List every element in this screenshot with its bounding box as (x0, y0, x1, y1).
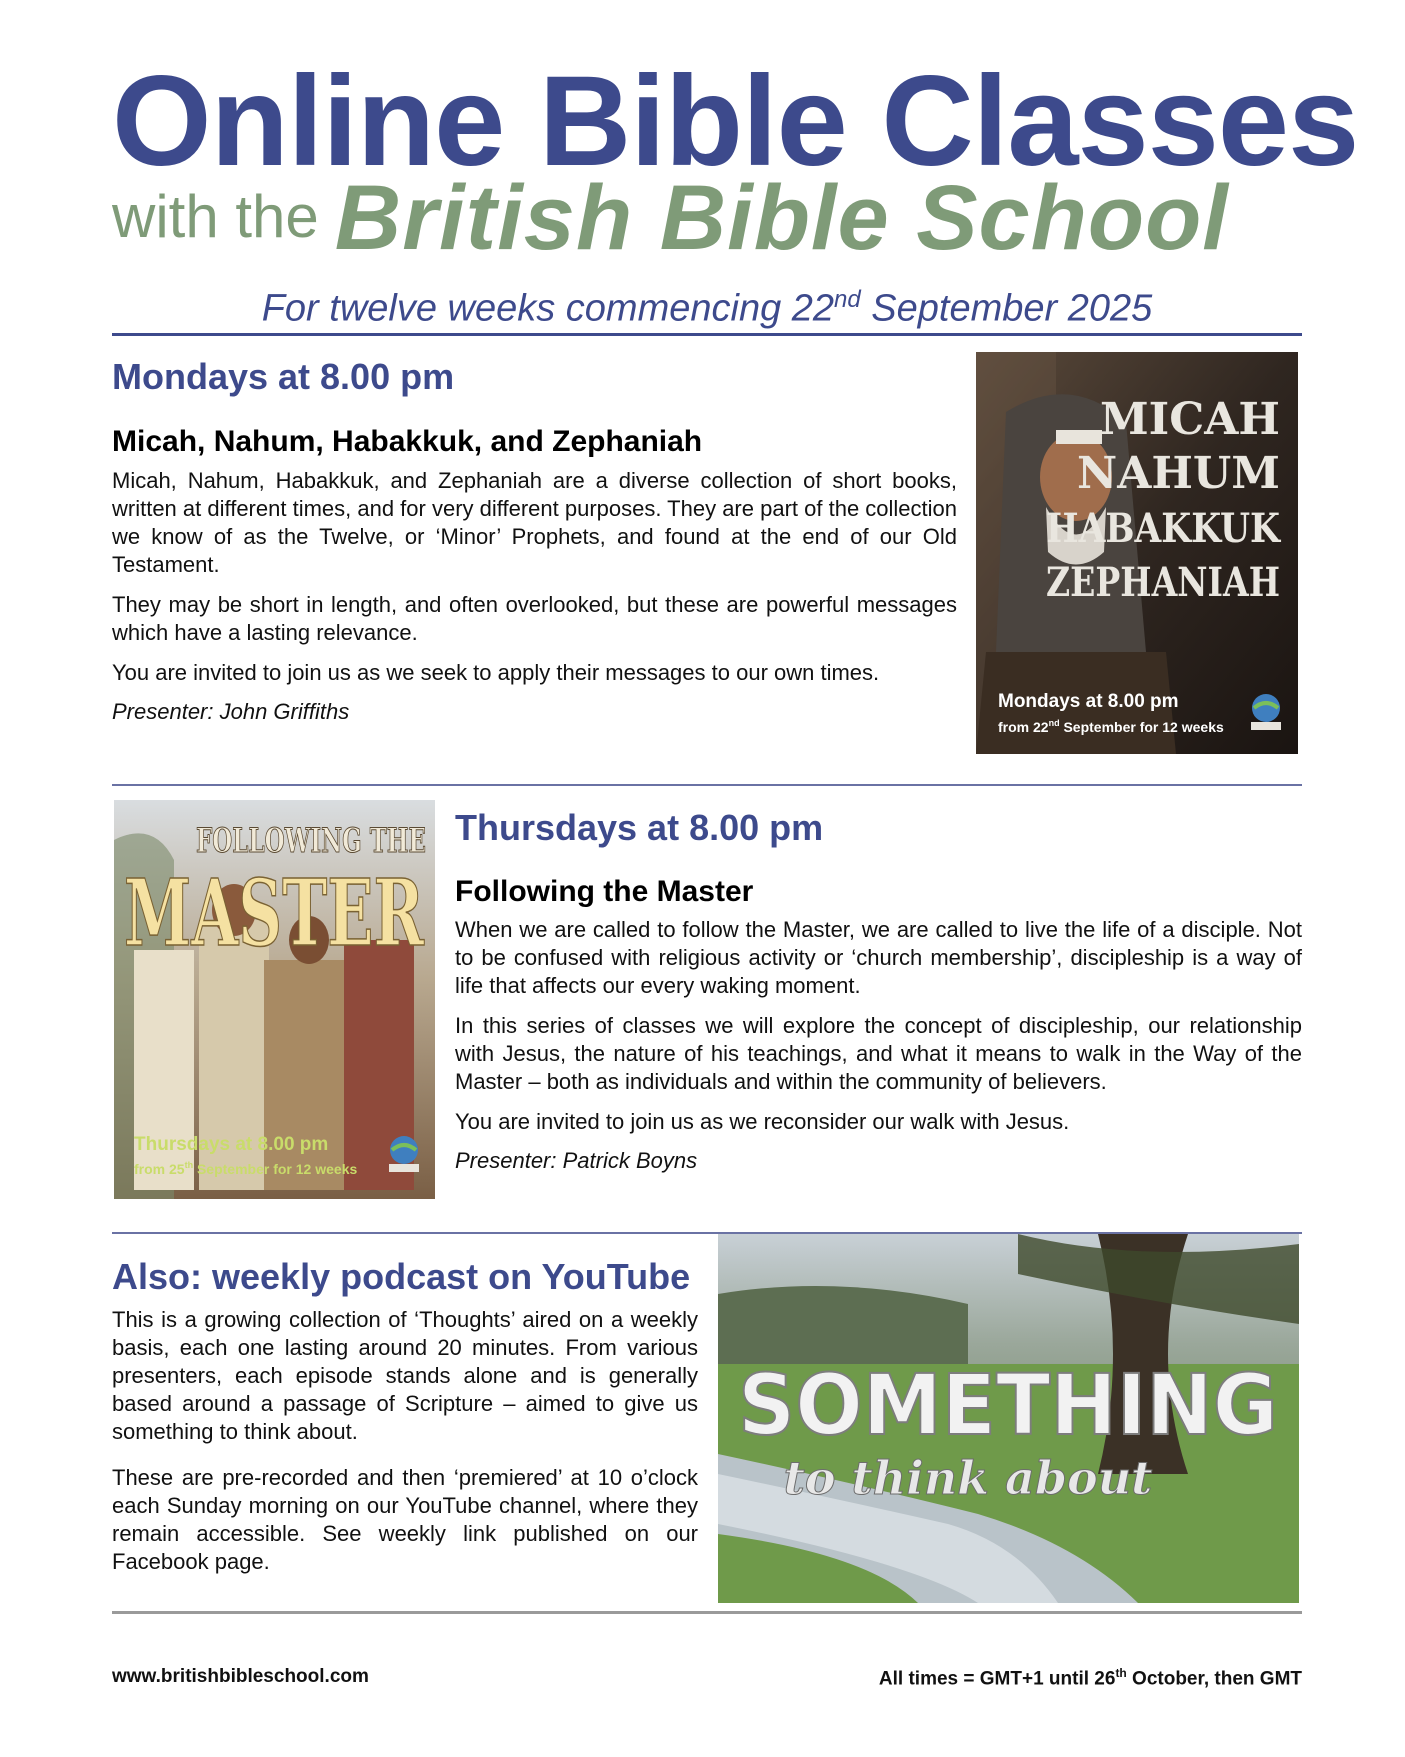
footer-divider (112, 1611, 1302, 1614)
date-line (112, 286, 1302, 331)
date-line-pre: For twelve weeks commencing 22 (261, 287, 835, 330)
thursday-paragraph: You are invited to join us as we reconsider our walk with Jesus. (455, 1109, 1070, 1134)
thursday-paragraph: When we are called to follow the Master, we are called to live the life of a disciple. Not to be confused with religious activity or ‘church membership’, discipleship is a way of life that affects our every waking moment. (455, 917, 1302, 998)
thursday-presenter: Presenter: Patrick Boyns (455, 1148, 698, 1173)
date-line-post: September 2025 (860, 287, 1153, 330)
poster-title-line: HABAKKUK (1046, 505, 1282, 552)
poster-caption: Mondays at 8.00 pm (998, 691, 1179, 712)
podcast-image (718, 1234, 1299, 1603)
poster-title-line: MICAH (1099, 394, 1280, 445)
page-subtitle-school (112, 167, 1312, 269)
podcast-image-subtitle: to think about (783, 1451, 1153, 1505)
with-the-text: with the (112, 183, 319, 250)
podcast-description (112, 1306, 698, 1588)
monday-description (112, 467, 957, 725)
monday-heading: Mondays at 8.00 pm (112, 356, 455, 397)
section-divider (112, 784, 1302, 786)
header-divider (112, 333, 1302, 336)
poster-caption-date: from 25th September for 12 weeks (134, 1160, 358, 1177)
poster-title-line: FOLLOWING THE (196, 821, 426, 861)
globe-bible-icon (1251, 694, 1281, 730)
monday-paragraph: They may be short in length, and often overlooked, but these are powerful messages which have a lasting relevance. (112, 592, 957, 645)
thursday-course-title: Following the Master (455, 875, 754, 908)
globe-bible-icon (389, 1136, 419, 1172)
podcast-image-title: SOMETHING (738, 1356, 1278, 1454)
podcast-heading: Also: weekly podcast on YouTube (112, 1256, 691, 1297)
podcast-paragraph: This is a growing collection of ‘Thoughts’ aired on a weekly basis, each one lasting around 20 minutes. From various presenters, each episode stands alone and is generally based around a passage of Scripture – aimed to give us something to think about. (112, 1307, 698, 1444)
timezone-note-sup: th (1115, 1666, 1127, 1680)
monday-paragraph: You are invited to join us as we seek to apply their messages to our own times. (112, 660, 880, 685)
podcast-paragraph: These are pre-recorded and then ‘premiered’ at 10 o’clock each Sunday morning on our YouTube channel, where they remain accessible. See weekly link published on our Facebook page. (112, 1465, 698, 1574)
timezone-note-post: October, then GMT (1126, 1668, 1302, 1690)
poster-title-line: NAHUM (1076, 448, 1280, 499)
poster-caption: Thursdays at 8.00 pm (134, 1134, 329, 1155)
timezone-note (879, 1666, 1302, 1690)
website-link[interactable]: www.britishbibleschool.com (112, 1666, 369, 1687)
monday-poster-image (976, 352, 1298, 754)
school-name: British Bible School (334, 167, 1229, 269)
monday-course-title: Micah, Nahum, Habakkuk, and Zephaniah (112, 425, 703, 458)
monday-paragraph: Micah, Nahum, Habakkuk, and Zephaniah are a diverse collection of short books, written at different times, and for very different purposes. They are part of the collection we know of as the Twelve, or ‘Minor’ Prophets, and found at the end of our Old Testament. (112, 468, 958, 577)
thursday-heading: Thursdays at 8.00 pm (455, 807, 824, 848)
date-line-sup: nd (834, 286, 861, 313)
thursday-poster-image (114, 800, 435, 1199)
poster-title-line: ZEPHANIAH (1046, 559, 1280, 606)
thursday-description (455, 916, 1302, 1174)
monday-presenter: Presenter: John Griffiths (112, 699, 350, 724)
poster-title-main: MASTER (124, 859, 425, 967)
timezone-note-pre: All times = GMT+1 until 26 (878, 1668, 1116, 1690)
page-title: Online Bible Classes (112, 50, 1359, 193)
poster-caption-date: from 22nd September for 12 weeks (998, 718, 1224, 735)
thursday-paragraph: In this series of classes we will explore the concept of discipleship, our relationship with Jesus, the nature of his teachings, and what it means to walk in the Way of the Master – both as individuals and within the community of believers. (455, 1013, 1302, 1094)
